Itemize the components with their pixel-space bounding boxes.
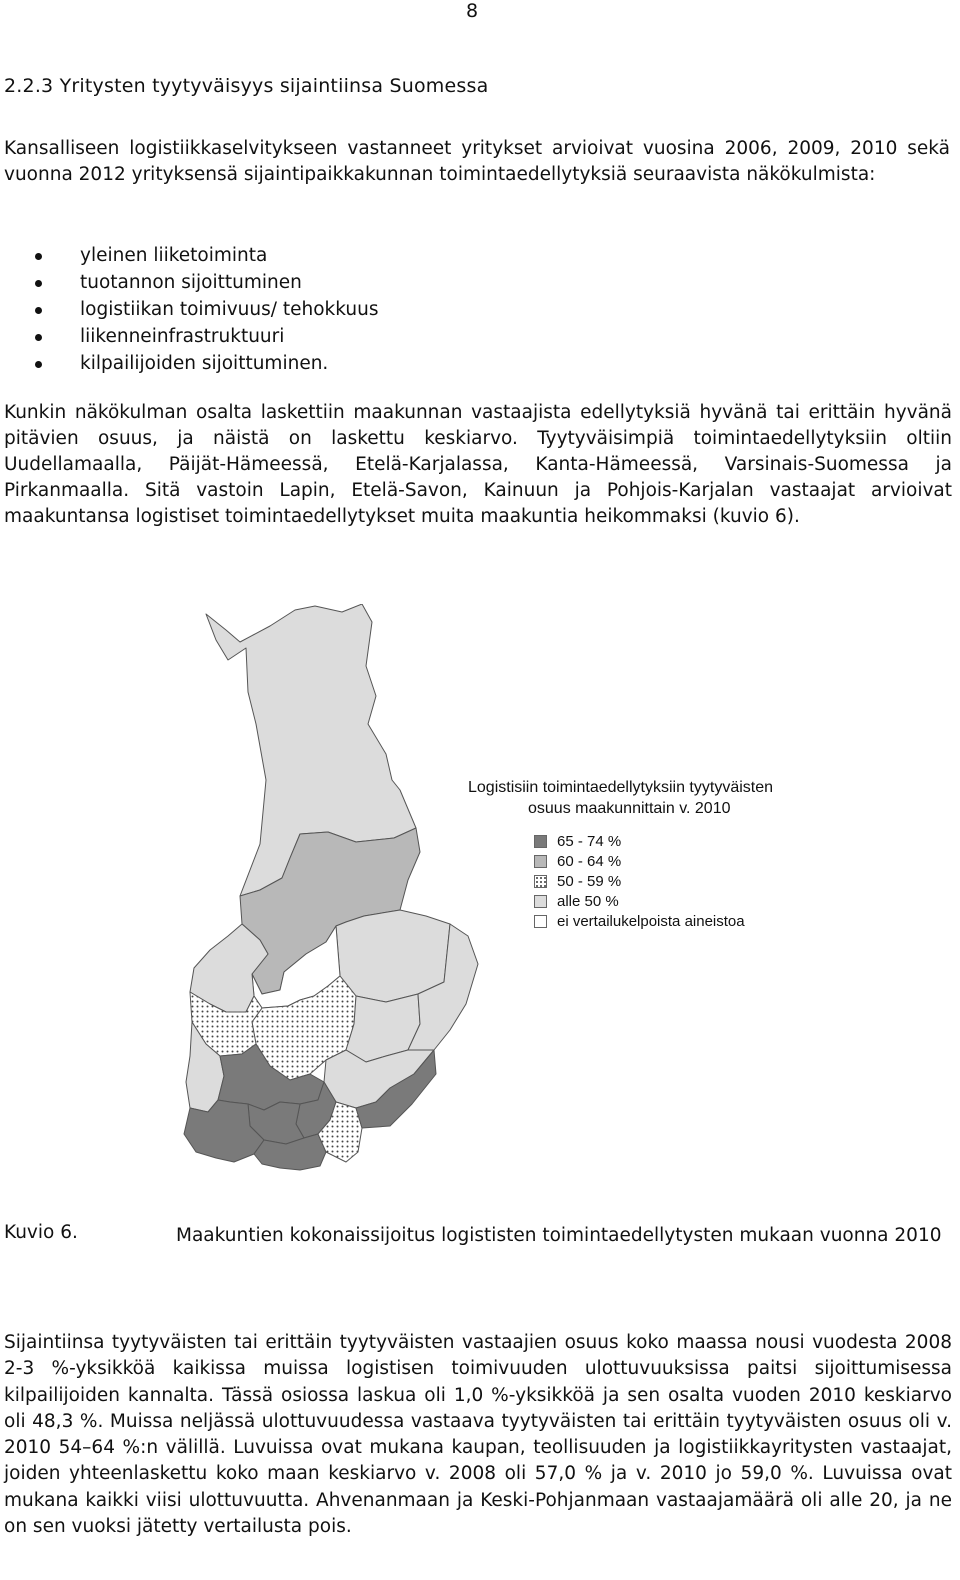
legend-label: 50 - 59 % <box>557 872 622 890</box>
legend-item <box>534 911 773 931</box>
legend-label: ei vertailukelpoista aineistoa <box>557 912 745 930</box>
bullet-list <box>4 242 704 377</box>
list-item-label: logistiikan toimivuus/ tehokkuus <box>80 299 379 320</box>
list-item <box>4 242 704 269</box>
legend-items <box>468 831 773 931</box>
bullet-icon <box>35 334 42 341</box>
legend-swatch <box>534 855 547 868</box>
legend-subtitle: osuus maakunnittain v. 2010 <box>528 800 731 817</box>
finland-region-map <box>150 604 480 1174</box>
list-item <box>4 269 704 296</box>
intro-paragraph: Kansalliseen logistiikkaselvitykseen vastanneet yritykset arvioivat vuosina 2006, 2009, 2010 sekä vuonna 2012 yrityksensä sijaintipaikkakunnan toimintaedellytyksiä seuraavista näkökulmista: <box>4 138 950 185</box>
list-item-label: liikenneinfrastruktuuri <box>80 326 285 347</box>
legend-swatch <box>534 895 547 908</box>
figure-caption: Maakuntien kokonaissijoitus logististen toimintaedellytysten mukaan vuonna 2010 <box>176 1225 942 1246</box>
list-item <box>4 323 704 350</box>
body-paragraph: Kunkin näkökulman osalta laskettiin maakunnan vastaajista edellytyksiä hyvänä tai erittäin hyvänä pitävien osuus, ja näistä on laskettu keskiarvo. Tyytyväisimpiä toimintaedellytyksiin oltiin Uudellamaalla, Päijät-Hämeessä, Etelä-Karjalassa, Kanta-Hämeessä, Varsinais-Suomessa ja Pirkanmaalla. Sitä vastoin Lapin, Etelä-Savon, Kainuun ja Pohjois-Karjalan vastaajat arvioivat maakuntansa logistiset toimintaedellytykset muita maakuntia heikommaksi (kuvio 6). <box>4 402 952 527</box>
bullet-icon <box>35 280 42 287</box>
legend-item <box>534 871 773 891</box>
legend-item <box>534 851 773 871</box>
map-legend <box>468 777 773 931</box>
legend-label: 60 - 64 % <box>557 852 622 870</box>
bullet-icon <box>35 307 42 314</box>
legend-title: Logistisiin toimintaedellytyksiin tyytyväisten <box>468 779 774 796</box>
section-heading: 2.2.3 Yritysten tyytyväisyys sijaintiinsa Suomessa <box>4 75 489 97</box>
page-number: 8 <box>466 0 479 22</box>
body-paragraph: Sijaintiinsa tyytyväisten tai erittäin tyytyväisten vastaajien osuus koko maassa nousi vuodesta 2008 2-3 %-yksikköä kaikissa muissa logistisen toimivuuden ulottuvuuksissa paitsi sijoittumisessa kilpailijoiden kannalta. Tässä osiossa laskua oli 1,0 %-yksikköä ja sen osalta vuoden 2010 keskiarvo oli 48,3 %. Muissa neljässä ulottuvuudessa vastaava tyytyväisten tai erittäin tyytyväisten osuus oli v. 2010 54–64 %:n välillä. Luvuissa ovat mukana kaupan, teollisuuden ja logistiikkayritysten vastaajat, joiden yhteenlaskettu koko maan keskiarvo v. 2008 oli 57,0 % ja v. 2010 jo 59,0 %. Luvuissa ovat mukana kaikki viisi ulottuvuutta. Ahvenanmaan ja Keski-Pohjanmaan vastaajamäärä oli alle 20, ja ne on sen vuoksi jätetty vertailusta pois. <box>4 1332 952 1538</box>
list-item-label: tuotannon sijoittuminen <box>80 272 302 293</box>
legend-item <box>534 891 773 911</box>
legend-swatch <box>534 875 547 888</box>
bullet-icon <box>35 253 42 260</box>
bullet-icon <box>35 361 42 368</box>
list-item-label: kilpailijoiden sijoittuminen. <box>80 353 329 374</box>
legend-label: 65 - 74 % <box>557 832 622 850</box>
legend-label: alle 50 % <box>557 892 619 910</box>
list-item-label: yleinen liiketoiminta <box>80 245 268 266</box>
legend-item <box>534 831 773 851</box>
list-item <box>4 296 704 323</box>
legend-swatch <box>534 835 547 848</box>
list-item <box>4 350 704 377</box>
legend-swatch <box>534 915 547 928</box>
figure-label: Kuvio 6. <box>4 1222 78 1243</box>
